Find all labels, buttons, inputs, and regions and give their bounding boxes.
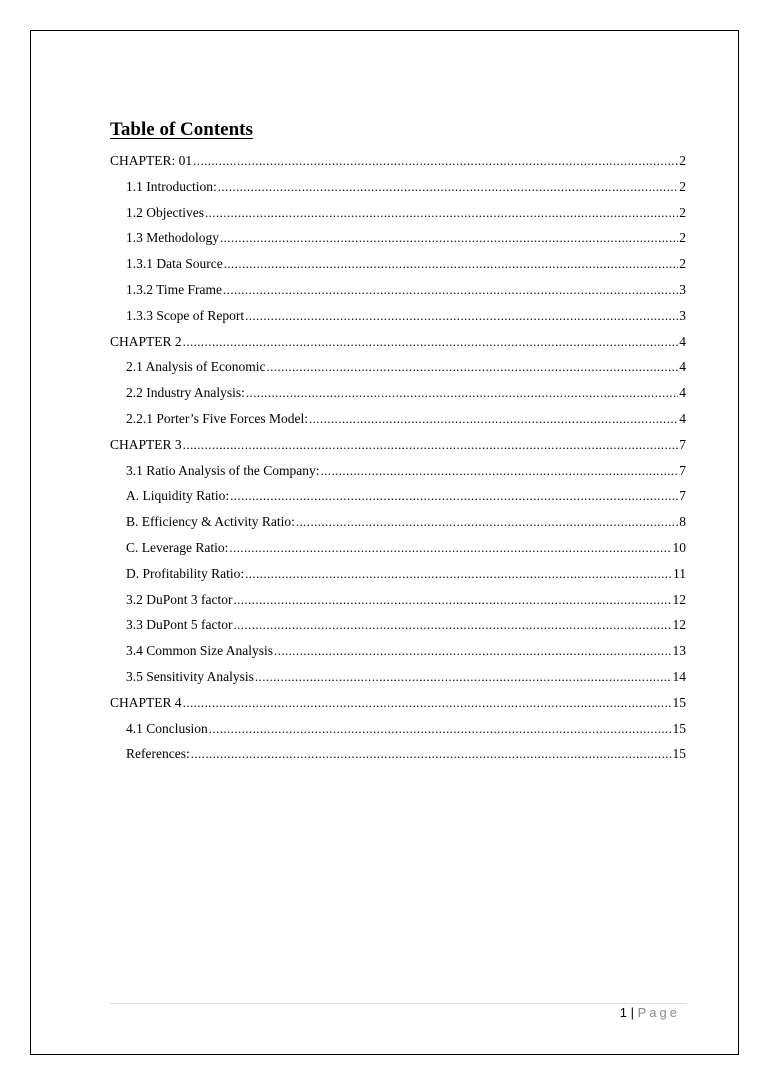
toc-entry-page: 4 <box>679 333 686 349</box>
toc-entry[interactable] <box>110 282 686 308</box>
toc-leader <box>191 746 672 762</box>
toc-leader <box>183 695 672 711</box>
toc-entry-page: 3 <box>679 307 686 323</box>
toc-leader <box>309 411 678 427</box>
toc-leader <box>223 282 678 298</box>
toc-entry[interactable] <box>110 256 686 282</box>
toc-entry-page: 2 <box>679 153 686 168</box>
toc-entry-page: 8 <box>679 514 686 530</box>
toc-entry[interactable] <box>110 540 686 566</box>
toc-entry-text: 4.1 Conclusion <box>126 720 208 736</box>
toc-title: Table of Contents <box>110 119 253 140</box>
toc-entry-text: CHAPTER: 01 <box>110 153 193 168</box>
toc-leader <box>266 359 678 375</box>
toc-entry-page: 15 <box>672 746 686 762</box>
toc-list <box>110 153 686 772</box>
toc-entry-page: 7 <box>679 488 686 504</box>
toc-leader <box>255 669 672 685</box>
toc-entry-page: 15 <box>672 720 686 736</box>
toc-leader <box>218 179 679 195</box>
toc-entry-text: 1.3.1 Data Source <box>126 256 223 272</box>
toc-entry-page: 12 <box>672 591 686 607</box>
toc-entry-text: A. Liquidity Ratio: <box>126 488 230 504</box>
toc-leader <box>229 540 671 556</box>
toc-entry[interactable] <box>110 721 686 747</box>
footer-page-word: Page <box>637 1005 680 1020</box>
toc-entry-text: CHAPTER 3 <box>110 436 182 452</box>
toc-entry[interactable] <box>110 385 686 411</box>
toc-entry-page: 2 <box>679 178 686 194</box>
toc-entry[interactable] <box>110 437 686 463</box>
toc-entry-page: 14 <box>672 668 686 684</box>
toc-entry-text: References: <box>126 746 190 762</box>
toc-entry[interactable] <box>110 592 686 618</box>
toc-entry-page: 15 <box>672 694 686 710</box>
toc-entry-text: 1.3.3 Scope of Report <box>126 307 245 323</box>
toc-entry-text: 3.2 DuPont 3 factor <box>126 591 233 607</box>
toc-entry-text: 3.4 Common Size Analysis <box>126 643 274 659</box>
toc-entry-page: 2 <box>679 256 686 272</box>
toc-entry-text: 1.1 Introduction: <box>126 178 217 194</box>
toc-entry-page: 13 <box>672 643 686 659</box>
toc-leader <box>209 721 672 737</box>
toc-entry[interactable] <box>110 308 686 334</box>
toc-leader <box>233 617 671 633</box>
toc-entry-text: 3.3 DuPont 5 factor <box>126 617 233 633</box>
toc-entry-text: D. Profitability Ratio: <box>126 565 245 581</box>
toc-leader <box>296 514 678 530</box>
toc-entry[interactable] <box>110 230 686 256</box>
toc-entry[interactable] <box>110 153 686 179</box>
toc-entry-page: 7 <box>679 462 686 478</box>
toc-leader <box>274 643 671 659</box>
toc-entry-text: 3.5 Sensitivity Analysis <box>126 668 254 684</box>
toc-leader <box>220 230 678 246</box>
toc-leader <box>224 256 679 272</box>
toc-leader <box>245 308 678 324</box>
toc-leader <box>183 437 679 453</box>
toc-leader <box>245 566 672 582</box>
toc-entry-text: 1.2 Objectives <box>126 204 204 220</box>
toc-entry[interactable] <box>110 695 686 721</box>
toc-entry-page: 4 <box>679 410 686 426</box>
toc-entry[interactable] <box>110 746 686 772</box>
toc-entry-page: 10 <box>672 539 686 555</box>
toc-entry-page: 4 <box>679 359 686 375</box>
toc-entry[interactable] <box>110 359 686 385</box>
toc-entry-text: 1.3 Methodology <box>126 230 219 246</box>
toc-entry-text: 3.1 Ratio Analysis of the Company: <box>126 462 320 478</box>
toc-entry[interactable] <box>110 334 686 360</box>
toc-entry-page: 2 <box>679 230 686 246</box>
toc-entry[interactable] <box>110 205 686 231</box>
footer-divider <box>110 1003 686 1004</box>
toc-entry-text: 2.1 Analysis of Economic <box>126 359 266 375</box>
toc-entry-text: B. Efficiency & Activity Ratio: <box>126 514 295 530</box>
toc-entry-page: 4 <box>679 385 686 401</box>
toc-leader <box>205 205 678 221</box>
toc-entry-page: 12 <box>672 617 686 633</box>
toc-entry-page: 3 <box>679 281 686 297</box>
toc-leader <box>183 334 679 350</box>
footer-separator: | <box>630 1005 634 1020</box>
toc-entry-text: 2.2 Industry Analysis: <box>126 385 245 401</box>
toc-entry[interactable] <box>110 669 686 695</box>
toc-entry-page: 7 <box>679 436 686 452</box>
toc-leader <box>321 463 679 479</box>
toc-entry[interactable] <box>110 463 686 489</box>
toc-entry-text: CHAPTER 4 <box>110 694 182 710</box>
toc-entry[interactable] <box>110 617 686 643</box>
toc-entry[interactable] <box>110 488 686 514</box>
toc-entry-text: 1.3.2 Time Frame <box>126 281 223 297</box>
toc-entry[interactable] <box>110 179 686 205</box>
toc-entry-page: 2 <box>679 204 686 220</box>
toc-entry[interactable] <box>110 566 686 592</box>
toc-leader <box>246 385 678 401</box>
toc-entry-page: 11 <box>673 565 686 581</box>
toc-leader <box>233 592 671 608</box>
toc-entry[interactable] <box>110 643 686 669</box>
toc-entry-text: C. Leverage Ratio: <box>126 539 229 555</box>
toc-entry-text: 2.2.1 Porter’s Five Forces Model: <box>126 410 308 426</box>
page-footer <box>620 1005 680 1020</box>
toc-leader <box>193 153 678 169</box>
toc-leader <box>230 488 678 504</box>
toc-entry[interactable] <box>110 411 686 437</box>
toc-entry-text: CHAPTER 2 <box>110 333 182 349</box>
footer-page-number: 1 <box>619 1005 627 1020</box>
toc-entry[interactable] <box>110 514 686 540</box>
